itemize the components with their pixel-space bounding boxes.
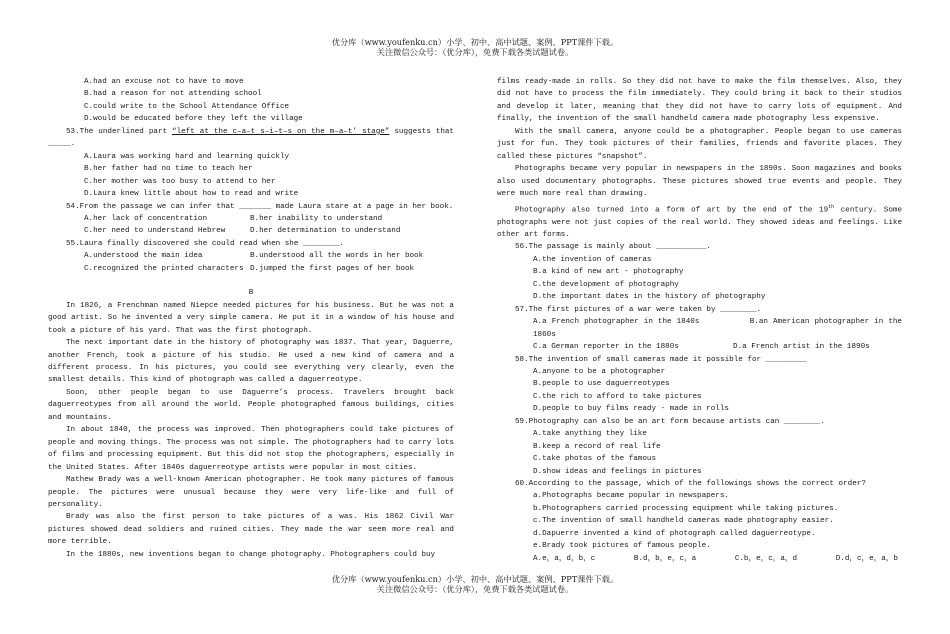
q52-option-c: C.could write to the School Attendance Office <box>84 102 290 111</box>
passage-paragraph: Mathew Brady was a well-known American photographer. He took many pictures of famous people. The pictures were unusual because they were very life-like and full of personality. <box>48 476 454 509</box>
passage-paragraph: Photographs became very popular in newspapers in the 1890s. Soon magazines and books also used documentary photographs. These pictures showed true events and people. They were much more real than drawing. <box>497 165 902 199</box>
q56-option-a: A.the invention of cameras <box>533 255 652 264</box>
q60-item-c: c.The invention of small handheld cameras made photography easier. <box>533 517 834 526</box>
passage-paragraph: With the small camera, anyone could be a photographer. People began to use cameras just for fun. They took pictures of their families, friends and favorite places. They called these pictures “snapshot”. <box>497 127 902 161</box>
q53-option-a: A.Laura was working hard and learning quickly <box>84 152 290 161</box>
q54-options-ab: A.her lack of concentration B.her inability to understand <box>84 214 383 223</box>
q57-options-ab: A.a French photographer in the 1840s B.an American photographer in the 1860s <box>533 318 902 339</box>
q59-option-c: C.take photos of the famous <box>533 455 657 464</box>
passage-paragraph: Photography also turned into a form of art by the end of the 19th century. Some photographs were not just copies of the real world. They showed ideas and feelings. Like other art forms. <box>497 203 902 239</box>
q60-option-c: C.b，e，c，a，d <box>734 554 798 563</box>
q58-option-b: B.people to use daguerreotypes <box>533 380 670 389</box>
footer-line-2: 关注微信公众号：（优分库），免费下载各类试题试卷。 <box>376 584 574 594</box>
q57-options-cd: C.a German reporter in the 1880s D.a French artist in the 1890s <box>533 343 870 352</box>
q60-option-b: B.d，b，e，c，a <box>633 554 697 563</box>
q53-option-b: B.her father had no time to teach her <box>84 165 253 174</box>
q59-option-d: D.show ideas and feelings in pictures <box>533 467 702 476</box>
q59-option-a: A.take anything they like <box>533 430 647 439</box>
q59-option-b: B.keep a record of real life <box>533 442 661 451</box>
passage-paragraph: Soon, other people began to use Daguerre’s process. Travelers brought back daguerreotypes from all around the world. People photographed famous buildings, cities and mountains. <box>48 388 454 422</box>
q58-stem: 58.The invention of small cameras made it possible for _________ <box>515 355 807 364</box>
q58-option-d: D.people to buy films ready - made in rolls <box>533 405 729 414</box>
q53-option-d: D.Laura knew little about how to read and write <box>84 190 299 199</box>
q60-item-d: d.Dapuerre invented a kind of photograph called daguerreotype. <box>533 529 816 538</box>
q53-option-c: C.her mother was too busy to attend to her <box>84 177 276 186</box>
q58-option-c: C.the rich to afford to take pictures <box>533 392 702 401</box>
q59-stem: 59.Photography can also be an art form because artists can ________. <box>515 417 825 426</box>
footer-line-1: 优分库（www.youfenku.cn）小学、初中、高中试题、案例、PPT课件下载。 <box>331 574 619 584</box>
q55-options-cd: C.recognized the printed characters D.jumped the first pages of her book <box>84 264 415 273</box>
q56-option-d: D.the important dates in the history of photography <box>533 293 766 302</box>
q52-option-d: D.would be educated before they left the village <box>84 115 303 124</box>
q60-item-e: e.Brady took pictures of famous people. <box>533 542 711 551</box>
header-line-1: 优分库（www.youfenku.cn）小学、初中、高中试题、案例、PPT课件下载。 <box>331 37 619 47</box>
q54-stem: 54.From the passage we can infer that _______ made Laura stare at a page in her book. <box>66 202 454 211</box>
page-header <box>0 37 950 57</box>
q56-option-c: C.the development of photography <box>533 280 679 289</box>
q60-stem: 60.According to the passage, which of the followings shows the correct order? <box>515 480 866 489</box>
q60-options <box>497 553 902 565</box>
q60-item-b: b.Photographers carried processing equipment while taking pictures. <box>533 504 839 513</box>
q55-stem: 55.Laura finally discovered she could read when she ________. <box>66 239 344 248</box>
underlined-phrase: “left at the c–a–t s–i–t–s on the m–a–t’ stage” <box>172 127 390 136</box>
q52-option-b: B.had a reason for not attending school <box>84 90 262 99</box>
q55-options-ab: A.understood the main idea B.understood all the words in her book <box>84 252 424 261</box>
passage-paragraph: The next important date in the history of photography was 1837. That year, Daguerre, another French, took a picture of his studio. He used a new kind of camera and a different process. In his pictures, you could see everything very clearly, even the smallest details. This kind of photograph was called a daguerreotype. <box>48 339 454 385</box>
passage-paragraph: In about 1840, the process was improved. Then photographers could take pictures of people and moving things. The process was not simple. The photographers had to carry lots of films and processing equipment. But this did not stop the photographers, especially in the United States. After 1840s daguerreotype artists were popular in most cities. <box>48 426 454 472</box>
q60-item-a: a.Photographs became popular in newspapers. <box>533 492 729 501</box>
page-footer <box>0 574 950 594</box>
passage-paragraph: Brady was also the first person to take pictures of a was. His 1862 Civil War pictures showed dead soldiers and ruined cities. They made the war seem more real and more terrible. <box>48 513 454 547</box>
passage-paragraph: films ready-made in rolls. So they did not have to make the film themselves. Also, they did not have to process the film immediately. They could bring it back to their studios and develop it later, meaning that they did not have to carry lots of equipment. And finally, the invention of the small handheld camera made photography less expensive. <box>497 78 902 124</box>
passage-paragraph: In the 1880s, new inventions began to change photography. Photographers could buy <box>66 550 436 559</box>
header-line-2: 关注微信公众号：（优分库），免费下载各类试题试卷。 <box>376 47 574 57</box>
q60-option-a: A.e，a，d，b，c <box>533 554 596 563</box>
q54-options-cd: C.her need to understand Hebrew D.her determination to understand <box>84 227 401 236</box>
q53-stem: 53.The underlined part “left at the c–a–t s–i–t–s on the m–a–t’ stage” suggests that _____. <box>48 127 454 149</box>
section-b-heading: B <box>248 289 254 298</box>
left-column <box>48 76 454 561</box>
q60-option-d: D.d，c，e，a，b <box>835 554 898 563</box>
passage-paragraph: In 1826, a Frenchman named Niepce needed pictures for his business. But he was not a good artist. So he invented a very simple camera. He put it in a window of his house and took a picture of his yard. That was the first photograph. <box>48 301 454 335</box>
q56-stem: 56.The passage is mainly about ___________. <box>515 243 711 252</box>
q57-stem: 57.The first pictures of a war were taken by ________. <box>515 305 762 314</box>
q56-option-b: B.a kind of new art - photography <box>533 268 684 277</box>
q58-option-a: A.anyone to be a photographer <box>533 367 666 376</box>
q52-option-a: A.had an excuse not to have to move <box>84 78 244 86</box>
right-column <box>497 76 902 565</box>
